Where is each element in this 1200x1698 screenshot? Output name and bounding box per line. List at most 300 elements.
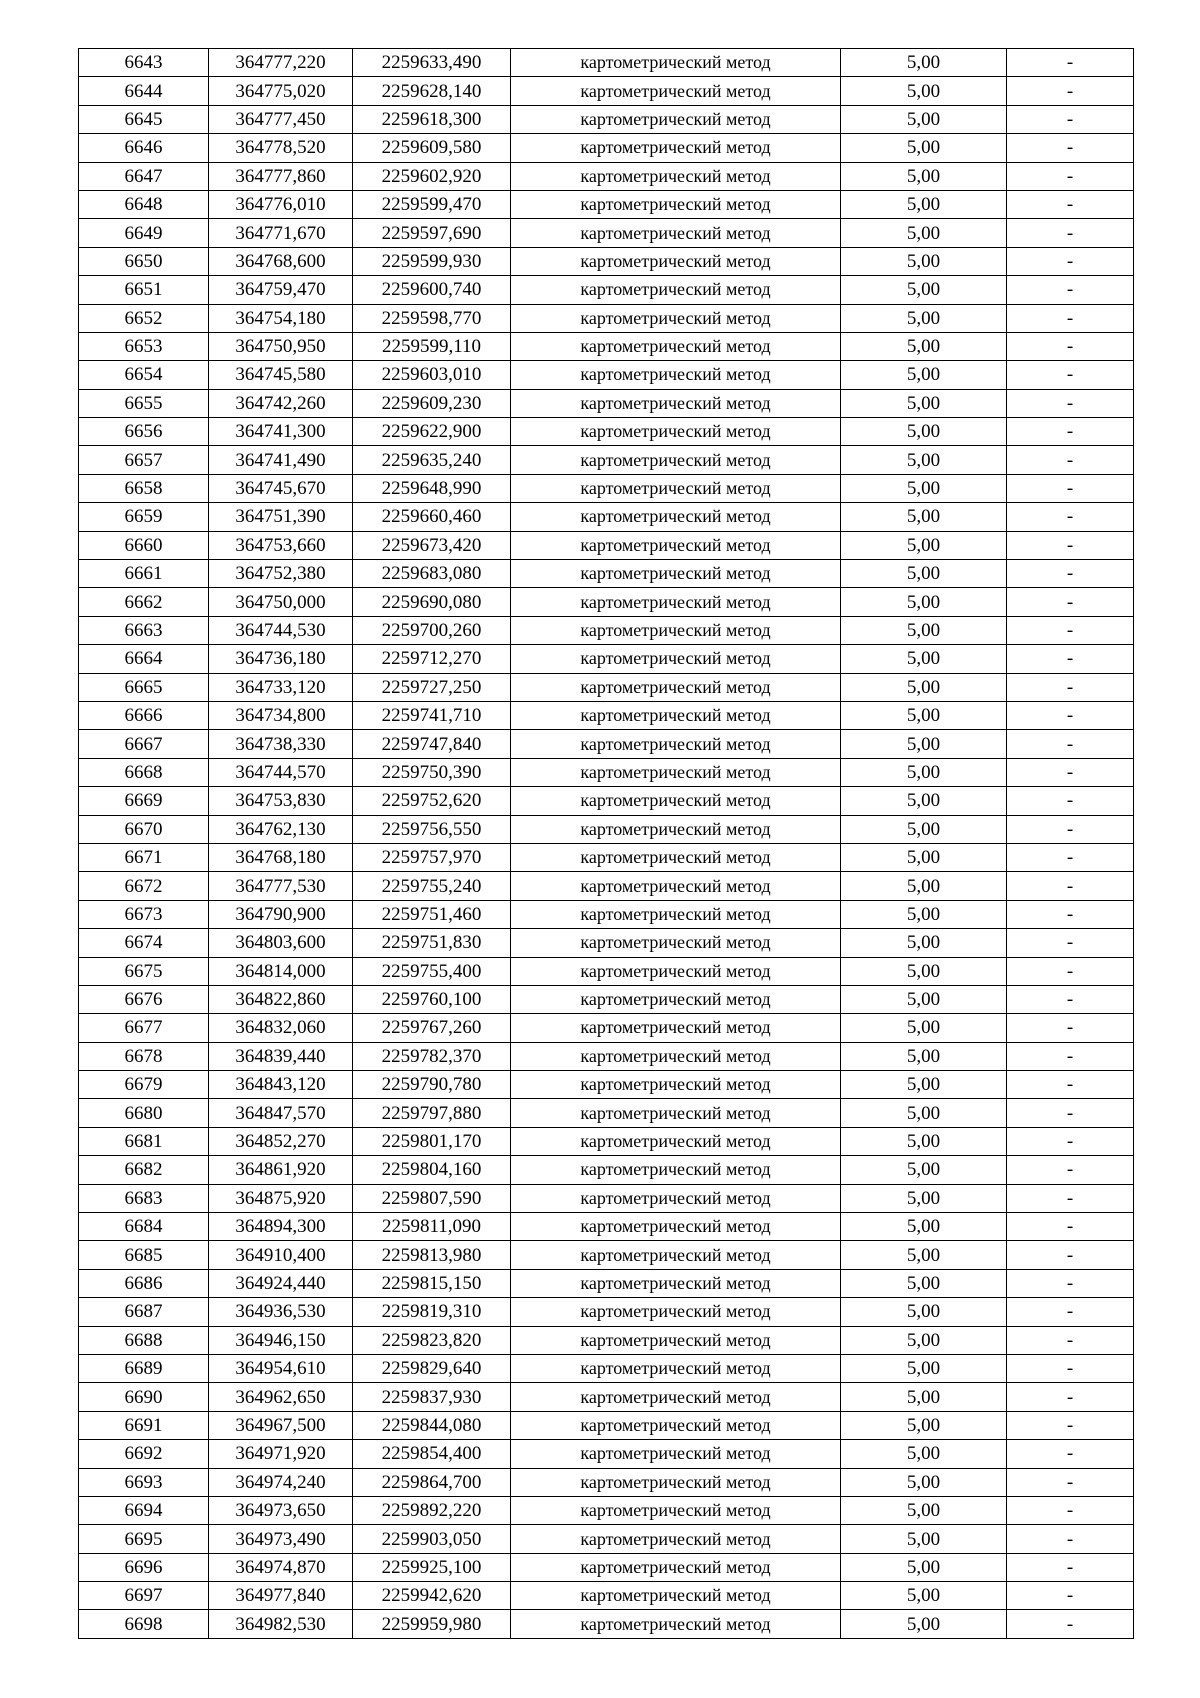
table-row — [79, 77, 1134, 105]
method-cell: картометрический метод — [511, 1468, 841, 1496]
description-cell: - — [1007, 1014, 1134, 1042]
y-coordinate-cell: 2259903,050 — [353, 1525, 511, 1553]
table-row — [79, 872, 1134, 900]
x-coordinate-cell: 364822,860 — [209, 985, 353, 1013]
description-cell: - — [1007, 701, 1134, 729]
method-cell: картометрический метод — [511, 929, 841, 957]
accuracy-cell: 5,00 — [841, 900, 1007, 928]
y-coordinate-cell: 2259757,970 — [353, 843, 511, 871]
accuracy-cell: 5,00 — [841, 247, 1007, 275]
accuracy-cell: 5,00 — [841, 446, 1007, 474]
description-cell: - — [1007, 1553, 1134, 1581]
y-coordinate-cell: 2259942,620 — [353, 1582, 511, 1610]
accuracy-cell: 5,00 — [841, 531, 1007, 559]
accuracy-cell: 5,00 — [841, 503, 1007, 531]
y-coordinate-cell: 2259797,880 — [353, 1099, 511, 1127]
accuracy-cell: 5,00 — [841, 105, 1007, 133]
method-cell: картометрический метод — [511, 1326, 841, 1354]
description-cell: - — [1007, 1042, 1134, 1070]
y-coordinate-cell: 2259609,230 — [353, 389, 511, 417]
x-coordinate-cell: 364852,270 — [209, 1127, 353, 1155]
description-cell: - — [1007, 1127, 1134, 1155]
x-coordinate-cell: 364875,920 — [209, 1184, 353, 1212]
method-cell: картометрический метод — [511, 134, 841, 162]
point-number-cell: 6669 — [79, 787, 209, 815]
method-cell: картометрический метод — [511, 588, 841, 616]
method-cell: картометрический метод — [511, 1014, 841, 1042]
description-cell: - — [1007, 673, 1134, 701]
table-row — [79, 1525, 1134, 1553]
y-coordinate-cell: 2259673,420 — [353, 531, 511, 559]
method-cell: картометрический метод — [511, 418, 841, 446]
description-cell: - — [1007, 446, 1134, 474]
y-coordinate-cell: 2259804,160 — [353, 1156, 511, 1184]
table-row — [79, 957, 1134, 985]
y-coordinate-cell: 2259683,080 — [353, 560, 511, 588]
table-row — [79, 1326, 1134, 1354]
method-cell: картометрический метод — [511, 1071, 841, 1099]
point-number-cell: 6661 — [79, 560, 209, 588]
y-coordinate-cell: 2259618,300 — [353, 105, 511, 133]
table-row — [79, 929, 1134, 957]
y-coordinate-cell: 2259864,700 — [353, 1468, 511, 1496]
description-cell: - — [1007, 1156, 1134, 1184]
table-row — [79, 1213, 1134, 1241]
method-cell: картометрический метод — [511, 1525, 841, 1553]
point-number-cell: 6663 — [79, 616, 209, 644]
accuracy-cell: 5,00 — [841, 389, 1007, 417]
table-row — [79, 900, 1134, 928]
method-cell: картометрический метод — [511, 531, 841, 559]
point-number-cell: 6698 — [79, 1610, 209, 1638]
point-number-cell: 6644 — [79, 77, 209, 105]
description-cell: - — [1007, 900, 1134, 928]
x-coordinate-cell: 364967,500 — [209, 1411, 353, 1439]
y-coordinate-cell: 2259925,100 — [353, 1553, 511, 1581]
accuracy-cell: 5,00 — [841, 929, 1007, 957]
table-row — [79, 1241, 1134, 1269]
point-number-cell: 6648 — [79, 190, 209, 218]
description-cell: - — [1007, 1099, 1134, 1127]
accuracy-cell: 5,00 — [841, 1298, 1007, 1326]
table-row — [79, 1610, 1134, 1638]
x-coordinate-cell: 364750,000 — [209, 588, 353, 616]
point-number-cell: 6686 — [79, 1269, 209, 1297]
method-cell: картометрический метод — [511, 247, 841, 275]
y-coordinate-cell: 2259690,080 — [353, 588, 511, 616]
table-row — [79, 1354, 1134, 1382]
accuracy-cell: 5,00 — [841, 134, 1007, 162]
x-coordinate-cell: 364751,390 — [209, 503, 353, 531]
method-cell: картометрический метод — [511, 1496, 841, 1524]
method-cell: картометрический метод — [511, 985, 841, 1013]
accuracy-cell: 5,00 — [841, 418, 1007, 446]
point-number-cell: 6659 — [79, 503, 209, 531]
x-coordinate-cell: 364736,180 — [209, 645, 353, 673]
method-cell: картометрический метод — [511, 190, 841, 218]
table-row — [79, 418, 1134, 446]
accuracy-cell: 5,00 — [841, 1468, 1007, 1496]
accuracy-cell: 5,00 — [841, 701, 1007, 729]
x-coordinate-cell: 364738,330 — [209, 730, 353, 758]
accuracy-cell: 5,00 — [841, 616, 1007, 644]
point-number-cell: 6653 — [79, 332, 209, 360]
accuracy-cell: 5,00 — [841, 332, 1007, 360]
description-cell: - — [1007, 560, 1134, 588]
description-cell: - — [1007, 1525, 1134, 1553]
accuracy-cell: 5,00 — [841, 1440, 1007, 1468]
description-cell: - — [1007, 872, 1134, 900]
description-cell: - — [1007, 474, 1134, 502]
point-number-cell: 6687 — [79, 1298, 209, 1326]
y-coordinate-cell: 2259660,460 — [353, 503, 511, 531]
method-cell: картометрический метод — [511, 730, 841, 758]
y-coordinate-cell: 2259741,710 — [353, 701, 511, 729]
point-number-cell: 6656 — [79, 418, 209, 446]
method-cell: картометрический метод — [511, 645, 841, 673]
description-cell: - — [1007, 1071, 1134, 1099]
accuracy-cell: 5,00 — [841, 276, 1007, 304]
method-cell: картометрический метод — [511, 304, 841, 332]
x-coordinate-cell: 364754,180 — [209, 304, 353, 332]
y-coordinate-cell: 2259837,930 — [353, 1383, 511, 1411]
accuracy-cell: 5,00 — [841, 77, 1007, 105]
point-number-cell: 6664 — [79, 645, 209, 673]
y-coordinate-cell: 2259811,090 — [353, 1213, 511, 1241]
point-number-cell: 6675 — [79, 957, 209, 985]
accuracy-cell: 5,00 — [841, 1184, 1007, 1212]
table-row — [79, 503, 1134, 531]
table-row — [79, 1269, 1134, 1297]
point-number-cell: 6647 — [79, 162, 209, 190]
point-number-cell: 6673 — [79, 900, 209, 928]
table-row — [79, 190, 1134, 218]
description-cell: - — [1007, 929, 1134, 957]
x-coordinate-cell: 364814,000 — [209, 957, 353, 985]
point-number-cell: 6654 — [79, 361, 209, 389]
method-cell: картометрический метод — [511, 361, 841, 389]
y-coordinate-cell: 2259815,150 — [353, 1269, 511, 1297]
description-cell: - — [1007, 105, 1134, 133]
table-row — [79, 1496, 1134, 1524]
y-coordinate-cell: 2259823,820 — [353, 1326, 511, 1354]
description-cell: - — [1007, 1610, 1134, 1638]
method-cell: картометрический метод — [511, 616, 841, 644]
table-row — [79, 701, 1134, 729]
accuracy-cell: 5,00 — [841, 304, 1007, 332]
point-number-cell: 6697 — [79, 1582, 209, 1610]
y-coordinate-cell: 2259790,780 — [353, 1071, 511, 1099]
description-cell: - — [1007, 503, 1134, 531]
accuracy-cell: 5,00 — [841, 1099, 1007, 1127]
table-row — [79, 361, 1134, 389]
accuracy-cell: 5,00 — [841, 673, 1007, 701]
description-cell: - — [1007, 389, 1134, 417]
y-coordinate-cell: 2259712,270 — [353, 645, 511, 673]
x-coordinate-cell: 364771,670 — [209, 219, 353, 247]
point-number-cell: 6646 — [79, 134, 209, 162]
x-coordinate-cell: 364847,570 — [209, 1099, 353, 1127]
method-cell: картометрический метод — [511, 446, 841, 474]
method-cell: картометрический метод — [511, 872, 841, 900]
table-row — [79, 1440, 1134, 1468]
description-cell: - — [1007, 531, 1134, 559]
y-coordinate-cell: 2259700,260 — [353, 616, 511, 644]
table-row — [79, 531, 1134, 559]
y-coordinate-cell: 2259755,240 — [353, 872, 511, 900]
x-coordinate-cell: 364924,440 — [209, 1269, 353, 1297]
point-number-cell: 6655 — [79, 389, 209, 417]
x-coordinate-cell: 364894,300 — [209, 1213, 353, 1241]
description-cell: - — [1007, 1440, 1134, 1468]
x-coordinate-cell: 364936,530 — [209, 1298, 353, 1326]
point-number-cell: 6695 — [79, 1525, 209, 1553]
description-cell: - — [1007, 1213, 1134, 1241]
y-coordinate-cell: 2259751,830 — [353, 929, 511, 957]
accuracy-cell: 5,00 — [841, 588, 1007, 616]
point-number-cell: 6671 — [79, 843, 209, 871]
table-row — [79, 1383, 1134, 1411]
method-cell: картометрический метод — [511, 1156, 841, 1184]
accuracy-cell: 5,00 — [841, 985, 1007, 1013]
y-coordinate-cell: 2259892,220 — [353, 1496, 511, 1524]
point-number-cell: 6694 — [79, 1496, 209, 1524]
x-coordinate-cell: 364745,670 — [209, 474, 353, 502]
point-number-cell: 6667 — [79, 730, 209, 758]
table-row — [79, 276, 1134, 304]
point-number-cell: 6672 — [79, 872, 209, 900]
point-number-cell: 6658 — [79, 474, 209, 502]
x-coordinate-cell: 364861,920 — [209, 1156, 353, 1184]
method-cell: картометрический метод — [511, 162, 841, 190]
accuracy-cell: 5,00 — [841, 1582, 1007, 1610]
method-cell: картометрический метод — [511, 474, 841, 502]
x-coordinate-cell: 364777,450 — [209, 105, 353, 133]
method-cell: картометрический метод — [511, 503, 841, 531]
x-coordinate-cell: 364832,060 — [209, 1014, 353, 1042]
accuracy-cell: 5,00 — [841, 1411, 1007, 1439]
table-row — [79, 673, 1134, 701]
point-number-cell: 6689 — [79, 1354, 209, 1382]
description-cell: - — [1007, 134, 1134, 162]
y-coordinate-cell: 2259599,930 — [353, 247, 511, 275]
point-number-cell: 6685 — [79, 1241, 209, 1269]
y-coordinate-cell: 2259633,490 — [353, 49, 511, 77]
accuracy-cell: 5,00 — [841, 1156, 1007, 1184]
y-coordinate-cell: 2259628,140 — [353, 77, 511, 105]
point-number-cell: 6650 — [79, 247, 209, 275]
point-number-cell: 6691 — [79, 1411, 209, 1439]
accuracy-cell: 5,00 — [841, 49, 1007, 77]
x-coordinate-cell: 364777,530 — [209, 872, 353, 900]
y-coordinate-cell: 2259801,170 — [353, 1127, 511, 1155]
method-cell: картометрический метод — [511, 1383, 841, 1411]
table-row — [79, 1411, 1134, 1439]
x-coordinate-cell: 364734,800 — [209, 701, 353, 729]
x-coordinate-cell: 364759,470 — [209, 276, 353, 304]
table-row — [79, 1042, 1134, 1070]
x-coordinate-cell: 364777,860 — [209, 162, 353, 190]
accuracy-cell: 5,00 — [841, 1213, 1007, 1241]
method-cell: картометрический метод — [511, 1354, 841, 1382]
description-cell: - — [1007, 730, 1134, 758]
x-coordinate-cell: 364974,240 — [209, 1468, 353, 1496]
table-row — [79, 474, 1134, 502]
table-row — [79, 446, 1134, 474]
x-coordinate-cell: 364954,610 — [209, 1354, 353, 1382]
point-number-cell: 6693 — [79, 1468, 209, 1496]
y-coordinate-cell: 2259844,080 — [353, 1411, 511, 1439]
accuracy-cell: 5,00 — [841, 361, 1007, 389]
x-coordinate-cell: 364744,570 — [209, 758, 353, 786]
y-coordinate-cell: 2259751,460 — [353, 900, 511, 928]
x-coordinate-cell: 364775,020 — [209, 77, 353, 105]
accuracy-cell: 5,00 — [841, 1127, 1007, 1155]
table-row — [79, 1156, 1134, 1184]
point-number-cell: 6652 — [79, 304, 209, 332]
method-cell: картометрический метод — [511, 758, 841, 786]
x-coordinate-cell: 364768,180 — [209, 843, 353, 871]
x-coordinate-cell: 364843,120 — [209, 1071, 353, 1099]
description-cell: - — [1007, 49, 1134, 77]
point-number-cell: 6651 — [79, 276, 209, 304]
accuracy-cell: 5,00 — [841, 645, 1007, 673]
description-cell: - — [1007, 77, 1134, 105]
description-cell: - — [1007, 815, 1134, 843]
description-cell: - — [1007, 645, 1134, 673]
description-cell: - — [1007, 1184, 1134, 1212]
method-cell: картометрический метод — [511, 389, 841, 417]
coordinates-table-body — [79, 49, 1134, 1639]
point-number-cell: 6692 — [79, 1440, 209, 1468]
x-coordinate-cell: 364750,950 — [209, 332, 353, 360]
description-cell: - — [1007, 787, 1134, 815]
accuracy-cell: 5,00 — [841, 1014, 1007, 1042]
point-number-cell: 6660 — [79, 531, 209, 559]
y-coordinate-cell: 2259807,590 — [353, 1184, 511, 1212]
method-cell: картометрический метод — [511, 332, 841, 360]
accuracy-cell: 5,00 — [841, 1241, 1007, 1269]
x-coordinate-cell: 364910,400 — [209, 1241, 353, 1269]
x-coordinate-cell: 364977,840 — [209, 1582, 353, 1610]
description-cell: - — [1007, 304, 1134, 332]
description-cell: - — [1007, 361, 1134, 389]
y-coordinate-cell: 2259609,580 — [353, 134, 511, 162]
y-coordinate-cell: 2259959,980 — [353, 1610, 511, 1638]
table-row — [79, 1298, 1134, 1326]
y-coordinate-cell: 2259648,990 — [353, 474, 511, 502]
accuracy-cell: 5,00 — [841, 1042, 1007, 1070]
table-row — [79, 1582, 1134, 1610]
point-number-cell: 6643 — [79, 49, 209, 77]
method-cell: картометрический метод — [511, 1241, 841, 1269]
y-coordinate-cell: 2259622,900 — [353, 418, 511, 446]
y-coordinate-cell: 2259747,840 — [353, 730, 511, 758]
description-cell: - — [1007, 1241, 1134, 1269]
table-row — [79, 843, 1134, 871]
description-cell: - — [1007, 1383, 1134, 1411]
coordinates-table — [78, 48, 1134, 1639]
method-cell: картометрический метод — [511, 1582, 841, 1610]
table-row — [79, 389, 1134, 417]
x-coordinate-cell: 364973,650 — [209, 1496, 353, 1524]
y-coordinate-cell: 2259635,240 — [353, 446, 511, 474]
accuracy-cell: 5,00 — [841, 787, 1007, 815]
x-coordinate-cell: 364946,150 — [209, 1326, 353, 1354]
x-coordinate-cell: 364741,490 — [209, 446, 353, 474]
description-cell: - — [1007, 616, 1134, 644]
method-cell: картометрический метод — [511, 105, 841, 133]
x-coordinate-cell: 364752,380 — [209, 560, 353, 588]
description-cell: - — [1007, 1298, 1134, 1326]
method-cell: картометрический метод — [511, 1099, 841, 1127]
point-number-cell: 6679 — [79, 1071, 209, 1099]
y-coordinate-cell: 2259727,250 — [353, 673, 511, 701]
table-row — [79, 105, 1134, 133]
method-cell: картометрический метод — [511, 1610, 841, 1638]
point-number-cell: 6670 — [79, 815, 209, 843]
y-coordinate-cell: 2259782,370 — [353, 1042, 511, 1070]
method-cell: картометрический метод — [511, 1298, 841, 1326]
method-cell: картометрический метод — [511, 1184, 841, 1212]
y-coordinate-cell: 2259819,310 — [353, 1298, 511, 1326]
accuracy-cell: 5,00 — [841, 872, 1007, 900]
method-cell: картометрический метод — [511, 1127, 841, 1155]
point-number-cell: 6645 — [79, 105, 209, 133]
description-cell: - — [1007, 758, 1134, 786]
description-cell: - — [1007, 1354, 1134, 1382]
description-cell: - — [1007, 1496, 1134, 1524]
y-coordinate-cell: 2259599,470 — [353, 190, 511, 218]
table-row — [79, 1127, 1134, 1155]
accuracy-cell: 5,00 — [841, 474, 1007, 502]
method-cell: картометрический метод — [511, 957, 841, 985]
accuracy-cell: 5,00 — [841, 1525, 1007, 1553]
point-number-cell: 6690 — [79, 1383, 209, 1411]
accuracy-cell: 5,00 — [841, 1610, 1007, 1638]
point-number-cell: 6681 — [79, 1127, 209, 1155]
accuracy-cell: 5,00 — [841, 1269, 1007, 1297]
method-cell: картометрический метод — [511, 701, 841, 729]
table-row — [79, 1014, 1134, 1042]
point-number-cell: 6688 — [79, 1326, 209, 1354]
accuracy-cell: 5,00 — [841, 1553, 1007, 1581]
point-number-cell: 6677 — [79, 1014, 209, 1042]
description-cell: - — [1007, 247, 1134, 275]
point-number-cell: 6657 — [79, 446, 209, 474]
y-coordinate-cell: 2259813,980 — [353, 1241, 511, 1269]
description-cell: - — [1007, 219, 1134, 247]
accuracy-cell: 5,00 — [841, 1071, 1007, 1099]
table-row — [79, 560, 1134, 588]
table-row — [79, 219, 1134, 247]
method-cell: картометрический метод — [511, 560, 841, 588]
table-row — [79, 1099, 1134, 1127]
accuracy-cell: 5,00 — [841, 843, 1007, 871]
method-cell: картометрический метод — [511, 276, 841, 304]
table-row — [79, 332, 1134, 360]
accuracy-cell: 5,00 — [841, 1383, 1007, 1411]
accuracy-cell: 5,00 — [841, 560, 1007, 588]
table-row — [79, 304, 1134, 332]
x-coordinate-cell: 364741,300 — [209, 418, 353, 446]
method-cell: картометрический метод — [511, 1440, 841, 1468]
point-number-cell: 6665 — [79, 673, 209, 701]
x-coordinate-cell: 364753,660 — [209, 531, 353, 559]
y-coordinate-cell: 2259750,390 — [353, 758, 511, 786]
accuracy-cell: 5,00 — [841, 815, 1007, 843]
table-row — [79, 1184, 1134, 1212]
